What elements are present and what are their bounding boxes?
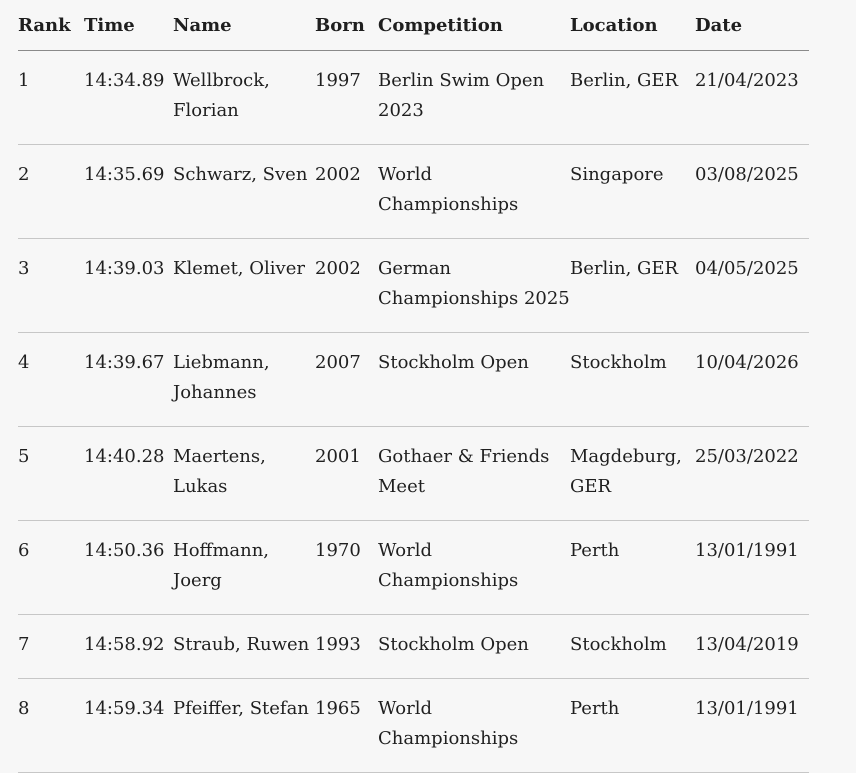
cell-competition: Stockholm Open xyxy=(378,614,570,678)
cell-location: Berlin, GER xyxy=(570,238,695,332)
cell-name: Liebmann, Johannes xyxy=(173,332,315,426)
cell-time: 14:39.03 xyxy=(84,238,173,332)
rankings-table xyxy=(18,0,809,773)
cell-name: Pfeiffer, Stefan xyxy=(173,678,315,772)
header-born: Born xyxy=(315,0,378,50)
cell-location: Stockholm xyxy=(570,614,695,678)
table-row xyxy=(18,144,809,238)
cell-name: Straub, Ruwen xyxy=(173,614,315,678)
table-row xyxy=(18,238,809,332)
cell-location: Stockholm xyxy=(570,332,695,426)
cell-competition: World Championships xyxy=(378,144,570,238)
cell-rank: 8 xyxy=(18,678,84,772)
cell-time: 14:34.89 xyxy=(84,50,173,144)
cell-name: Klemet, Oliver xyxy=(173,238,315,332)
table-header-row xyxy=(18,0,809,50)
cell-born: 2002 xyxy=(315,144,378,238)
header-date: Date xyxy=(695,0,809,50)
cell-rank: 5 xyxy=(18,426,84,520)
cell-date: 10/04/2026 xyxy=(695,332,809,426)
cell-location: Singapore xyxy=(570,144,695,238)
table-row xyxy=(18,332,809,426)
cell-time: 14:39.67 xyxy=(84,332,173,426)
cell-rank: 6 xyxy=(18,520,84,614)
cell-time: 14:50.36 xyxy=(84,520,173,614)
header-location: Location xyxy=(570,0,695,50)
table-row xyxy=(18,426,809,520)
cell-date: 03/08/2025 xyxy=(695,144,809,238)
cell-name: Maertens, Lukas xyxy=(173,426,315,520)
header-rank: Rank xyxy=(18,0,84,50)
table-row xyxy=(18,678,809,772)
cell-date: 13/01/1991 xyxy=(695,678,809,772)
header-competition: Competition xyxy=(378,0,570,50)
cell-name: Schwarz, Sven xyxy=(173,144,315,238)
cell-time: 14:40.28 xyxy=(84,426,173,520)
cell-location: Perth xyxy=(570,678,695,772)
cell-born: 1965 xyxy=(315,678,378,772)
cell-time: 14:35.69 xyxy=(84,144,173,238)
cell-name: Hoffmann, Joerg xyxy=(173,520,315,614)
cell-name: Wellbrock, Florian xyxy=(173,50,315,144)
cell-date: 13/01/1991 xyxy=(695,520,809,614)
table-row xyxy=(18,50,809,144)
cell-born: 1997 xyxy=(315,50,378,144)
cell-date: 13/04/2019 xyxy=(695,614,809,678)
cell-rank: 1 xyxy=(18,50,84,144)
cell-competition: German Championships 2025 xyxy=(378,238,570,332)
cell-competition: World Championships xyxy=(378,520,570,614)
cell-born: 1970 xyxy=(315,520,378,614)
table-row xyxy=(18,520,809,614)
cell-rank: 3 xyxy=(18,238,84,332)
cell-rank: 7 xyxy=(18,614,84,678)
cell-born: 1993 xyxy=(315,614,378,678)
table-row xyxy=(18,614,809,678)
cell-competition: Berlin Swim Open 2023 xyxy=(378,50,570,144)
cell-time: 14:59.34 xyxy=(84,678,173,772)
cell-rank: 4 xyxy=(18,332,84,426)
header-time: Time xyxy=(84,0,173,50)
cell-competition: World Championships xyxy=(378,678,570,772)
cell-date: 25/03/2022 xyxy=(695,426,809,520)
cell-location: Magdeburg, GER xyxy=(570,426,695,520)
cell-time: 14:58.92 xyxy=(84,614,173,678)
cell-competition: Stockholm Open xyxy=(378,332,570,426)
cell-date: 04/05/2025 xyxy=(695,238,809,332)
cell-location: Berlin, GER xyxy=(570,50,695,144)
header-name: Name xyxy=(173,0,315,50)
cell-born: 2002 xyxy=(315,238,378,332)
cell-born: 2001 xyxy=(315,426,378,520)
cell-competition: Gothaer & Friends Meet xyxy=(378,426,570,520)
cell-location: Perth xyxy=(570,520,695,614)
cell-rank: 2 xyxy=(18,144,84,238)
cell-date: 21/04/2023 xyxy=(695,50,809,144)
cell-born: 2007 xyxy=(315,332,378,426)
